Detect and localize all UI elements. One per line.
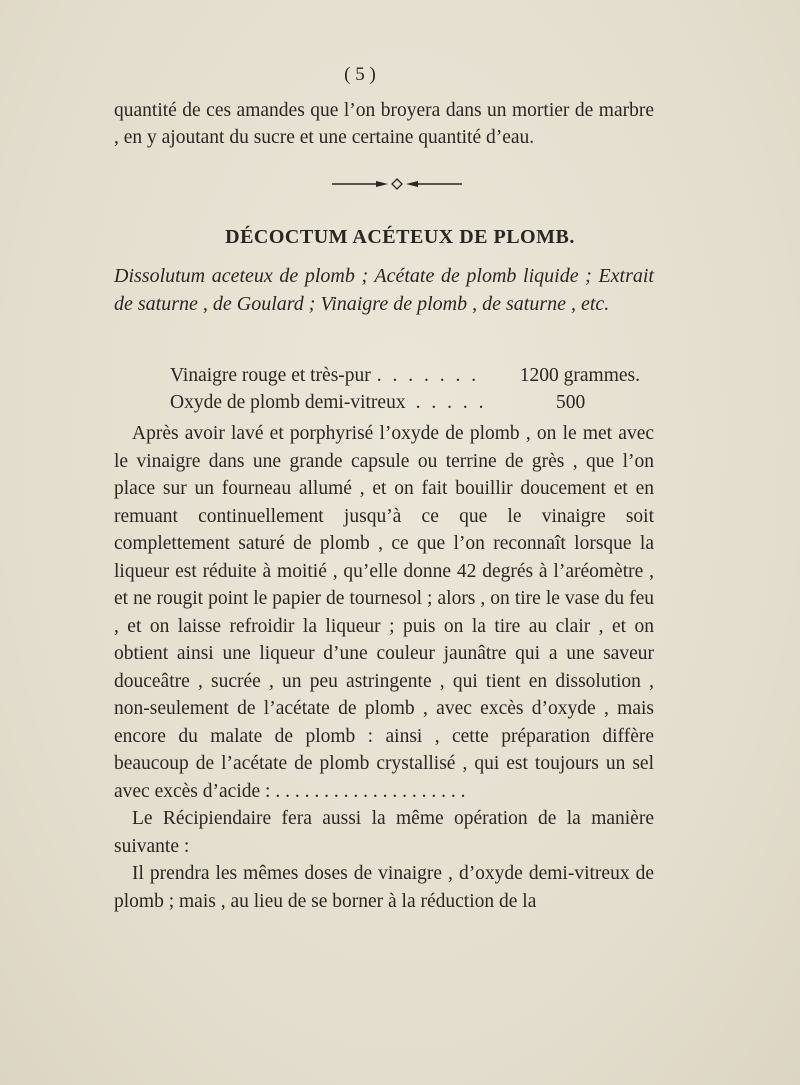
intro-paragraph-container	[114, 97, 654, 152]
intro-paragraph: quantité de ces amandes que l’on broyera dans un mortier de marbre , en y ajoutant du sucre et une certaine quantité d’eau.	[114, 100, 654, 149]
ingredient-name: Vinaigre rouge et très-pur	[170, 365, 371, 386]
section-title: DÉCOCTUM ACÉTEUX DE PLOMB.	[225, 226, 575, 248]
page-number: ( 5 )	[344, 64, 376, 85]
leader-dots: . . . . . . .	[376, 365, 480, 386]
ingredient-quantity: 500	[556, 392, 586, 413]
recipe-item	[170, 362, 640, 389]
recipe-item	[170, 389, 640, 416]
ornament-divider	[332, 177, 462, 191]
leader-dots: . . . . .	[415, 392, 487, 413]
synonyms-paragraph: Dissolutum aceteux de plomb ; Acétate de plomb liquide ; Extrait de saturne , de Goulard ; Vinaigre de plomb , de saturne , etc.	[114, 265, 654, 315]
body-paragraph: Il prendra les mêmes doses de vinaigre , d’oxyde demi-vitreux de plomb ; mais , au lieu de se borner à la réduction de la	[114, 863, 654, 912]
ingredient-name: Oxyde de plomb demi-vitreux	[170, 392, 406, 413]
ingredient-quantity: 1200 grammes.	[519, 365, 640, 386]
body-text	[114, 420, 654, 915]
body-paragraph: Le Récipiendaire fera aussi la même opération de la manière suivante :	[114, 808, 654, 857]
body-paragraph: Après avoir lavé et porphyrisé l’oxyde de plomb , on le met avec le vinaigre dans une grande capsule ou terrine de grès , que l’on place sur un fourneau allumé , et on fait bouillir doucement et en remuant continuellement jusqu’à ce que le vinaigre soit complettement saturé de plomb , ce que l’on reconnaît lorsque la liqueur est réduite à moitié , qu’elle donne 42 degrés à l’aréomètre , et ne rougit point le papier de tournesol ; alors , on tire le vase du feu , et on laisse refroidir la liqueur ; puis on la tire au clair , et on obtient ainsi une liqueur d’une couleur jaunâtre qui a une saveur douceâtre , sucrée , un peu astringente , qui tient en dissolution , non-seulement de l’acétate de plomb , avec excès d’oxyde , mais encore du malate de plomb : ainsi , cette préparation diffère beaucoup de l’acétate de plomb crystallisé , qui est toujours un sel avec excès d’acide : . . . . . . . . . . . . . . . . . . . .	[114, 423, 654, 802]
recipe-list	[170, 362, 640, 416]
